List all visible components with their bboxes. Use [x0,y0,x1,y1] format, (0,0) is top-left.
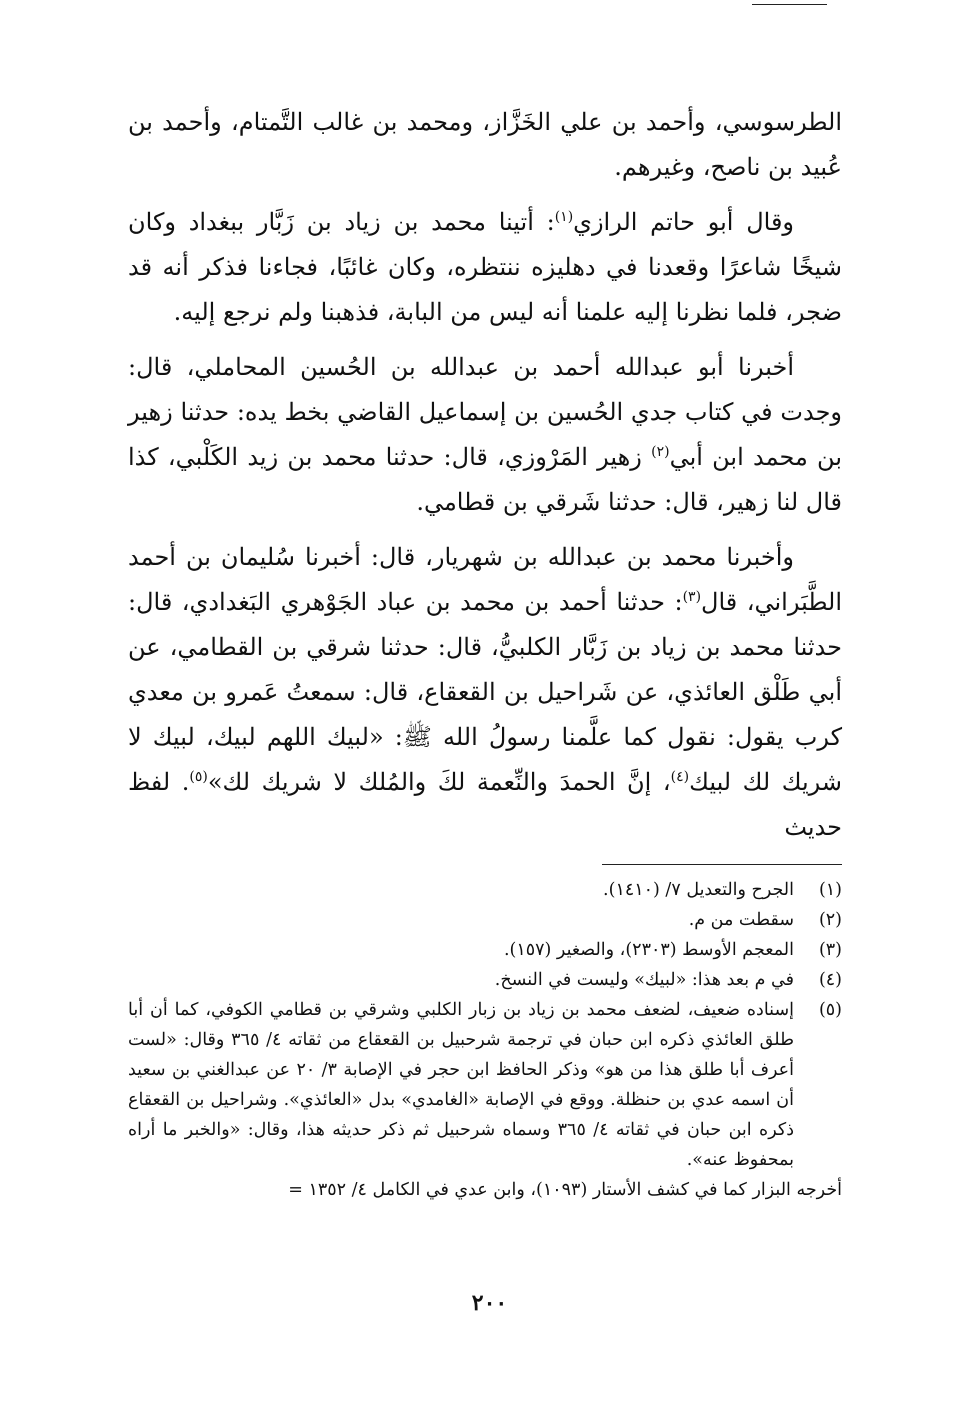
paragraph-text: ، إنَّ الحمدَ والنِّعمة لكَ والمُلك لا شريك لك» [207,768,671,796]
page-number: ٢٠٠ [471,1290,508,1316]
footnote-number: (١) [818,880,842,900]
footnotes [128,875,842,1175]
footnote-item [128,875,842,905]
paragraph-text: : حدثنا أحمد بن محمد بن عباد الجَوْهري البَغدادي، قال: حدثنا محمد بن زياد بن زَبَّار الكلبيُّ، قال: حدثنا شرقي بن القطامي، عن أبي طَلْق العائذي، عن شَراحيل بن القعقاع، قال: سمعتُ عَمرو بن معدي كرب يقول: نقول كما علَّمنا رسولُ الله ﷺ: «لبيك اللهم لبيك، لبيك لا شريك لك لبيك [128,588,842,796]
footnote-ref: (٢) [651,444,670,460]
footnote-number: (٢) [818,910,842,930]
footnote-ref: (٤) [670,769,690,785]
paragraph-text: وأخبرنا محمد بن عبدالله بن شهريار، قال: أخبرنا سُليمان بن أحمد الطَّبَراني، قال [128,543,842,616]
paragraph-text: . لفظ حديث [128,768,842,841]
footnote-ref: (٣) [682,589,702,605]
paragraph-p4 [128,535,842,850]
footnote-item [128,995,842,1175]
footnote-text: الجرح والتعديل ٧/ (١٤١٠). [603,880,794,900]
footnote-text: المعجم الأوسط (٢٣٠٣)، والصغير (١٥٧). [503,940,794,960]
paragraph-text: زهير المَرْوزي، قال: حدثنا محمد بن زيد الكَلْبي، كذا قال لنا زهير، قال: حدثنا شَرقي بن قطامي. [128,443,842,516]
footnote-item [128,965,842,995]
footnote-item [128,935,842,965]
paragraph-text: الطرسوسي، وأحمد بن علي الخَزَّاز، ومحمد بن غالب التَّمتام، وأحمد بن عُبيد بن ناصح، وغيرهم. [128,108,842,181]
footnote-number: (٤) [818,970,842,990]
paragraph-text: أخبرنا أبو عبدالله أحمد بن عبدالله بن الحُسين المحاملي، قال: وجدت في كتاب جدي الحُسين بن إسماعيل القاضي بخط يده: حدثنا زهير بن محمد ابن أبي [128,353,842,471]
footnote-number: (٥) [818,1000,842,1020]
footnote-number: (٣) [818,940,842,960]
paragraph-text: : أتينا محمد بن زياد بن زَبَّار ببغداد وكان شيخًا شاعرًا وقعدنا في دهليزه ننتظره، وكان غائبًا، فجاءنا فذكر أنه قد ضجر، فلما نظرنا إليه علمنا أنه ليس من البابة، فذهبنا ولم نرجع إليه. [128,208,842,326]
paragraph-p1 [128,100,842,190]
footnote-text: سقطت من م. [688,910,794,930]
footnote-continuation: أخرجه البزار كما في كشف الأستار (١٠٩٣)، وابن عدي في الكامل ٤/ ١٣٥٢ = [288,1180,842,1200]
footnote-text: في م بعد هذا: «لبيك» وليست في النسخ. [494,970,794,990]
footnote-ref: (٥) [189,769,208,785]
paragraph-p2 [128,200,842,335]
page-body [128,100,842,1205]
paragraph-text: وقال أبو حاتم الرازي [573,208,795,236]
footnote-text: إسناده ضعيف، لضعف محمد بن زياد بن زبار الكلبي وشرقي بن قطامي الكوفي، كما أن أبا طلق العائذي ذكره ابن حبان في ترجمة شرحبيل بن القعقاع من ثقاته ٤/ ٣٦٥ وقال: «لست أعرف أبا طلق هذا من هو» وذكر الحافظ ابن حجر في الإصابة ٣/ ٢٠ عن عبدالغني بن سعيد أن اسمه عدي بن حنظلة. ووقع في الإصابة «الغامدي» بدل «العائذي». وشراحيل بن القعقاع ذكره ابن حبان في ثقاته ٤/ ٣٦٥ وسماه شرحبيل ثم ذكر حديثه هذا، وقال: «والخبر ما أراه بمحفوظ عنه». [128,1000,795,1170]
top-rule [752,4,827,5]
footnote-item [128,905,842,935]
footnote-ref: (١) [554,209,574,225]
main-text [128,100,842,850]
paragraph-p3 [128,345,842,525]
footnote-separator [602,864,842,865]
